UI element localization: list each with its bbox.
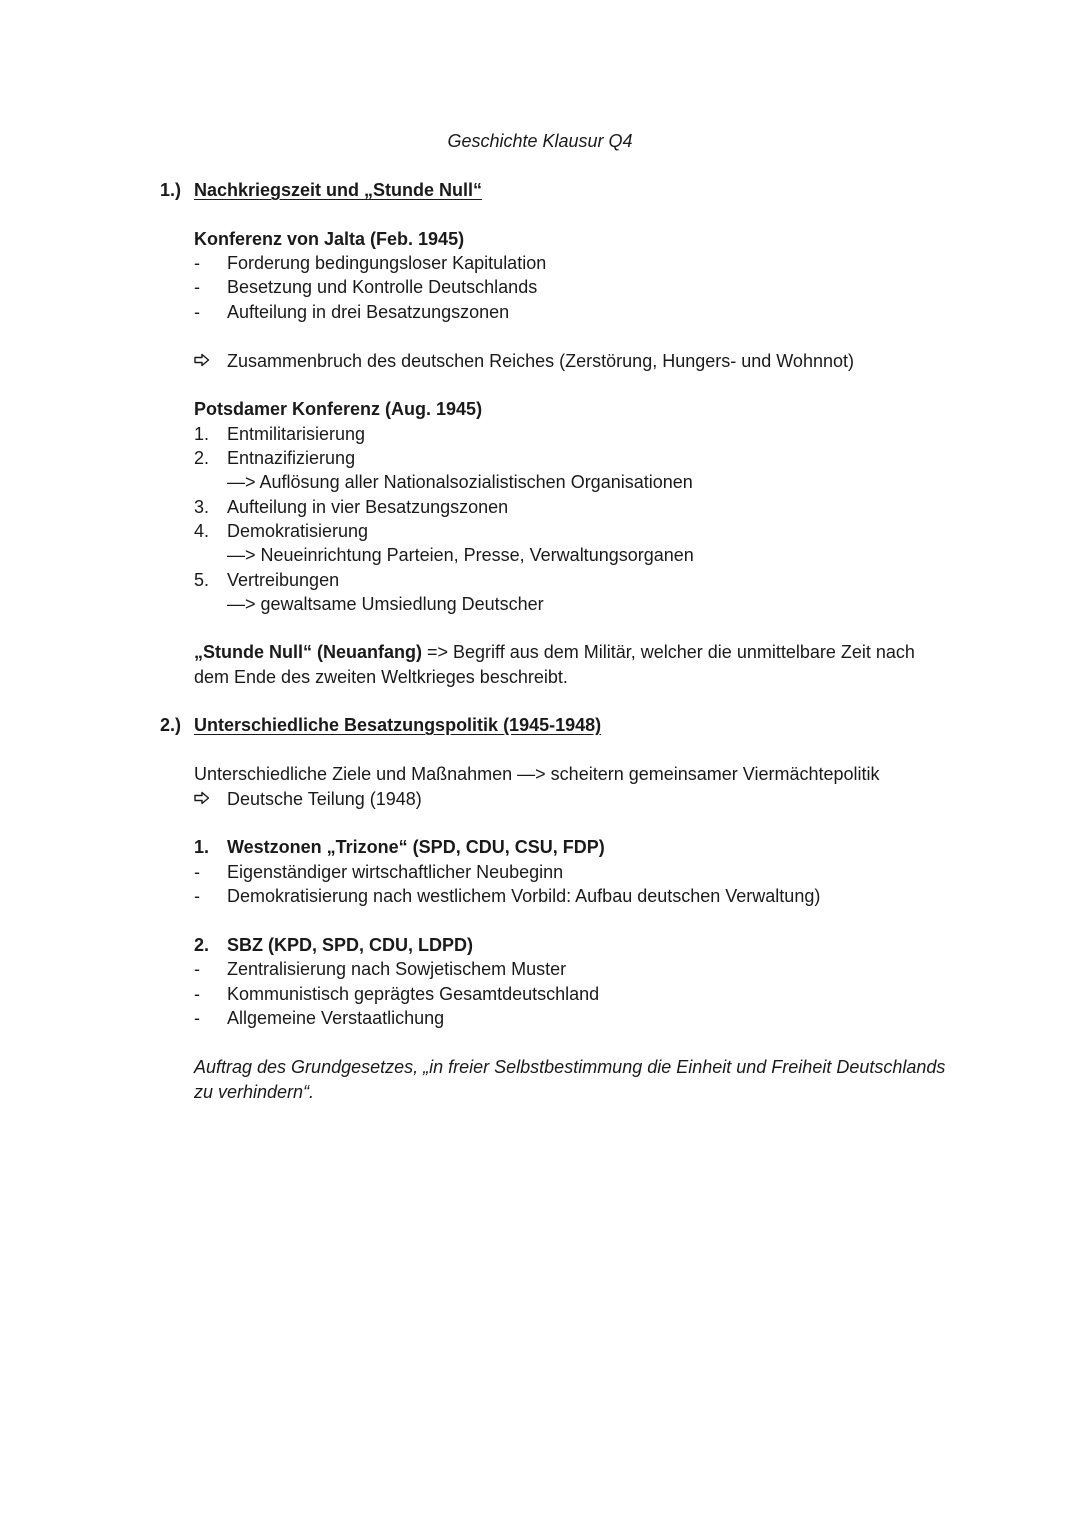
- potsdam-item: Demokratisierung: [227, 521, 369, 541]
- right-arrow-outline-icon: [194, 353, 210, 367]
- section-1-heading: Nachkriegszeit und „Stunde Null“: [194, 180, 483, 200]
- potsdam-heading: Potsdamer Konferenz (Aug. 1945): [194, 399, 483, 419]
- potsdam-item-detail: —> Auflösung aller Nationalsozialistischen Organisationen: [227, 472, 693, 492]
- bullet-dash: -: [194, 984, 200, 1004]
- right-arrow-outline-icon: [194, 791, 210, 805]
- bullet-dash: -: [194, 302, 200, 322]
- bullet-dash: -: [194, 1008, 200, 1028]
- division-consequence: Deutsche Teilung (1948): [227, 789, 422, 809]
- westzonen-heading: Westzonen „Trizone“ (SPD, CDU, CSU, FDP): [227, 837, 605, 857]
- list-number: 4.: [194, 521, 210, 541]
- list-number: 1.: [194, 424, 210, 444]
- stunde-null-text: => Begriff aus dem Militär, welcher die unmittelbare Zeit nach dem Ende des zweiten Weltkrieges beschreibt.: [194, 642, 915, 687]
- section-2-heading: Unterschiedliche Besatzungspolitik (1945-1948): [194, 715, 602, 735]
- grundgesetz-quote: Auftrag des Grundgesetzes, „in freier Selbstbestimmung die Einheit und Freiheit Deutschlands zu verhindern“.: [194, 1057, 946, 1102]
- bullet-dash: -: [194, 277, 200, 297]
- potsdam-item: Entnazifizierung: [227, 448, 356, 468]
- sbz-item: Kommunistisch geprägtes Gesamtdeutschland: [227, 984, 600, 1004]
- list-number: 2.: [194, 448, 210, 468]
- stunde-null-term: „Stunde Null“ (Neuanfang): [194, 642, 422, 662]
- potsdam-item: Aufteilung in vier Besatzungszonen: [227, 497, 509, 517]
- bullet-dash: -: [194, 862, 200, 882]
- list-number: 3.: [194, 497, 210, 517]
- list-number: 2.: [194, 935, 210, 955]
- westzonen-item: Eigenständiger wirtschaftlicher Neubeginn: [227, 862, 564, 882]
- document-title: Geschichte Klausur Q4: [447, 131, 633, 151]
- section-2-number: 2.): [160, 715, 182, 735]
- jalta-item: Aufteilung in drei Besatzungszonen: [227, 302, 510, 322]
- bullet-dash: -: [194, 886, 200, 906]
- jalta-item: Forderung bedingungsloser Kapitulation: [227, 253, 547, 273]
- list-number: 1.: [194, 837, 210, 857]
- jalta-heading: Konferenz von Jalta (Feb. 1945): [194, 229, 465, 249]
- sbz-item: Allgemeine Verstaatlichung: [227, 1008, 445, 1028]
- jalta-item: Besetzung und Kontrolle Deutschlands: [227, 277, 538, 297]
- sbz-heading: SBZ (KPD, SPD, CDU, LDPD): [227, 935, 474, 955]
- westzonen-item: Demokratisierung nach westlichem Vorbild: Aufbau deutschen Verwaltung): [227, 886, 821, 906]
- section-1-number: 1.): [160, 180, 182, 200]
- bullet-dash: -: [194, 959, 200, 979]
- collapse-consequence: Zusammenbruch des deutschen Reiches (Zerstörung, Hungers- und Wohnnot): [227, 351, 854, 371]
- potsdam-item: Entmilitarisierung: [227, 424, 366, 444]
- list-number: 5.: [194, 570, 210, 590]
- section-2-intro: Unterschiedliche Ziele und Maßnahmen —> scheitern gemeinsamer Viermächtepolitik: [194, 764, 880, 784]
- stunde-null-definition: [194, 640, 944, 690]
- bullet-dash: -: [194, 253, 200, 273]
- potsdam-item-detail: —> Neueinrichtung Parteien, Presse, Verwaltungsorganen: [227, 545, 694, 565]
- potsdam-item-detail: —> gewaltsame Umsiedlung Deutscher: [227, 594, 544, 614]
- sbz-item: Zentralisierung nach Sowjetischem Muster: [227, 959, 567, 979]
- potsdam-item: Vertreibungen: [227, 570, 340, 590]
